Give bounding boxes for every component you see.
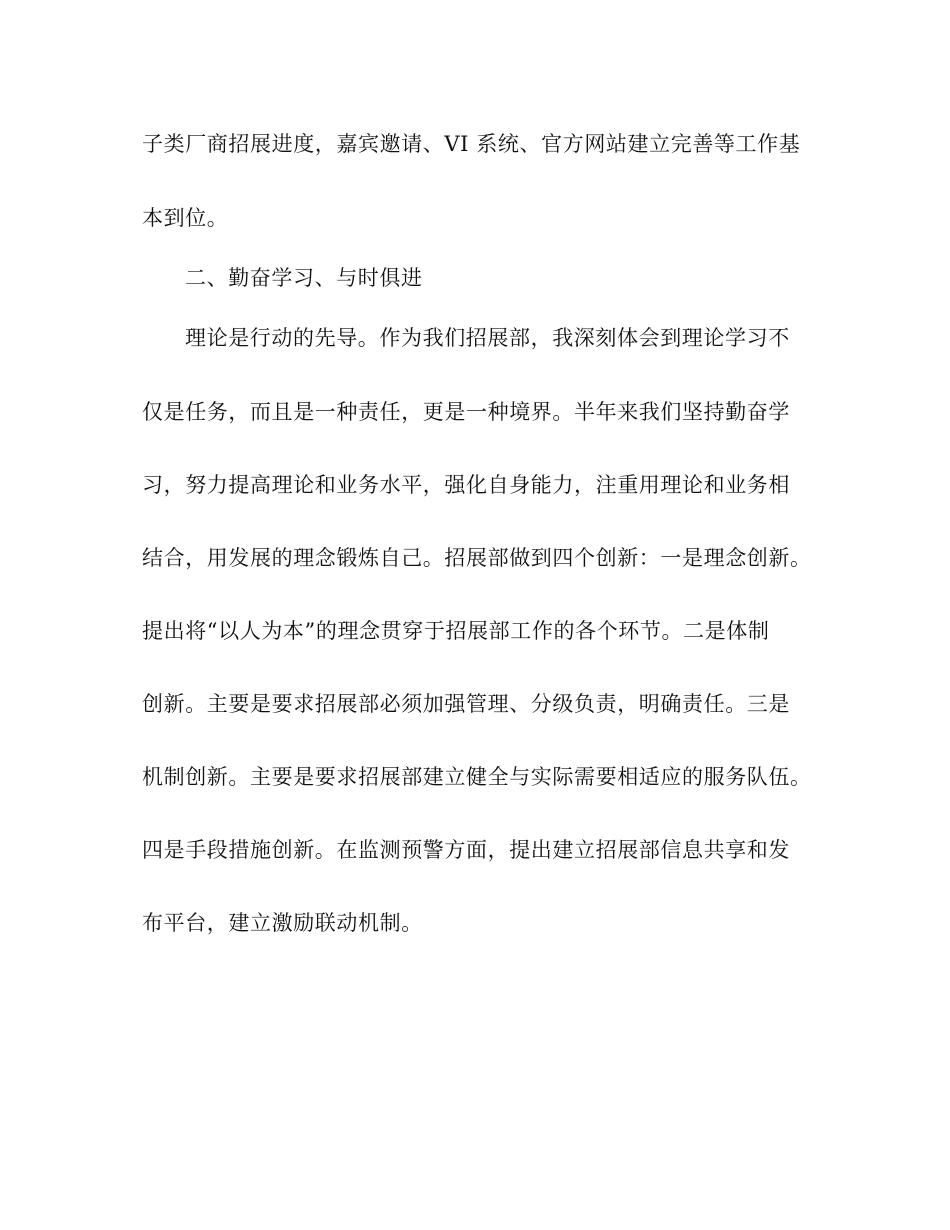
body-line-7: 提出将“以人为本”的理念贯穿于招展部工作的各个环节。二是体制: [142, 619, 770, 643]
body-line-9: 机制创新。主要是要求招展部建立健全与实际需要相适应的服务队伍。: [142, 765, 812, 789]
body-line-3: 理论是行动的先导。作为我们招展部，我深刻体会到理论学习不: [185, 326, 790, 350]
body-line-4: 仅是任务，而且是一种责任，更是一种境界。半年来我们坚持勤奋学: [142, 400, 790, 424]
body-line-8: 创新。主要是要求招展部必须加强管理、分级负责，明确责任。三是: [142, 692, 790, 716]
body-line-10: 四是手段措施创新。在监测预警方面，提出建立招展部信息共享和发: [142, 838, 790, 862]
body-line-11: 布平台，建立激励联动机制。: [142, 911, 423, 935]
body-line-2: 本到位。: [142, 206, 229, 230]
body-line-6: 结合，用发展的理念锻炼自己。招展部做到四个创新：一是理念创新。: [142, 546, 812, 570]
section-heading: 二、勤奋学习、与时俱进: [185, 266, 423, 290]
body-line-1: 子类厂商招展进度，嘉宾邀请、VI 系统、官方网站建立完善等工作基: [142, 132, 801, 156]
body-line-5: 习，努力提高理论和业务水平，强化自身能力，注重用理论和业务相: [142, 473, 790, 497]
